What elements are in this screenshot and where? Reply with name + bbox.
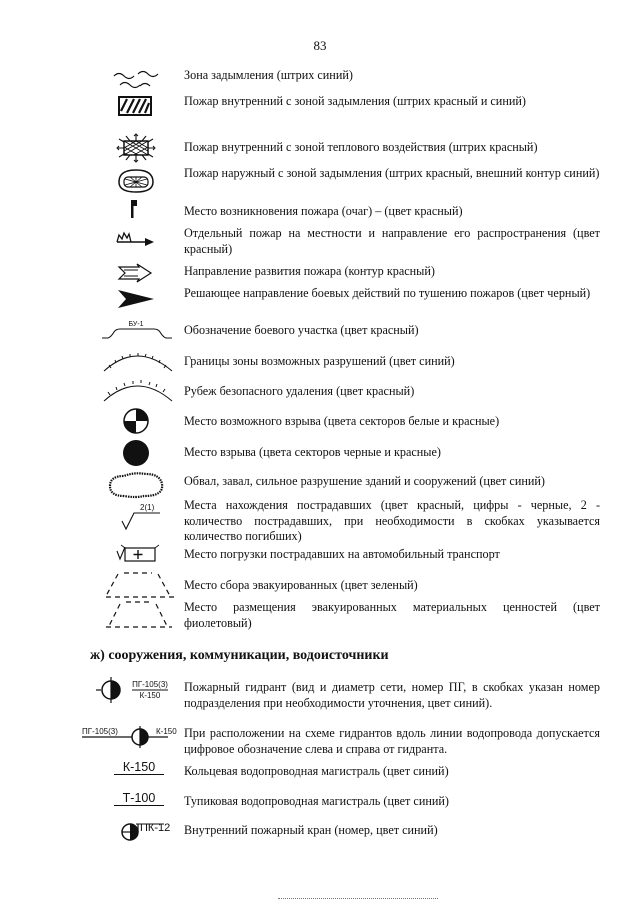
fire-origin-flag-icon xyxy=(100,198,182,224)
legend-text: Место погрузки пострадавших на автомобильный транспорт xyxy=(184,547,500,561)
hydrant-right-label: К-150 xyxy=(156,727,177,736)
fire-hydrant-icon xyxy=(100,676,182,716)
legend-text: Обвал, завал, сильное разрушение зданий и сооружений (цвет синий) xyxy=(184,474,545,488)
legend-text: Место возникновения пожара (очаг) – (цвет красный) xyxy=(184,204,463,218)
legend-text: Границы зоны возможных разрушений (цвет синий) xyxy=(184,354,455,368)
safe-distance-line-icon xyxy=(100,375,182,407)
hydrant-along-line-icon xyxy=(82,722,182,758)
victims-loading-icon xyxy=(100,542,182,570)
legend-item xyxy=(100,262,610,284)
legend-item xyxy=(100,198,610,224)
legend-item xyxy=(100,345,610,377)
legend-item xyxy=(100,598,610,634)
legend-text: При расположении на схеме гидрантов вдоль линии водопровода допускается цифровое обозначение слева и справа от гидранта. xyxy=(184,726,600,756)
smoke-zone-icon xyxy=(100,68,182,90)
internal-fire-smoke-icon xyxy=(100,94,182,128)
legend-item xyxy=(100,316,610,344)
legend-text: Места нахождения пострадавших (цвет красный, цифры - черные, 2 - количество пострадавших, при необходимости в скобках указывается количество погибших) xyxy=(184,498,600,543)
legend-text: Кольцевая водопроводная магистраль (цвет синий) xyxy=(184,764,449,778)
legend-text: Место сбора эвакуированных (цвет зеленый) xyxy=(184,578,418,592)
possible-explosion-icon xyxy=(100,406,182,438)
explosion-site-icon xyxy=(100,438,182,470)
separate-fire-arrow-icon xyxy=(100,226,182,258)
legend-item xyxy=(100,438,610,470)
decisive-direction-arrow-icon xyxy=(100,286,182,318)
legend-text: Направление развития пожара (контур красный) xyxy=(184,264,435,278)
legend-text: Решающее направление боевых действий по тушению пожаров (цвет черный) xyxy=(184,286,591,300)
legend-item xyxy=(100,497,610,545)
dead-end-main-label: Т-100 xyxy=(114,791,164,806)
internal-fire-heat-icon xyxy=(100,133,182,163)
combat-section-icon xyxy=(100,316,182,344)
legend-item xyxy=(82,722,610,758)
legend-text: Отдельный пожар на местности и направление его распространения (цвет красный) xyxy=(184,226,600,256)
combat-section-label: БУ-1 xyxy=(128,321,144,328)
legend-text: Пожар внутренний с зоной задымления (штрих красный и синий) xyxy=(184,94,526,108)
legend-text: Пожар внутренний с зоной теплового воздействия (штрих красный) xyxy=(184,140,538,154)
legend-item xyxy=(100,68,610,90)
legend-item xyxy=(100,286,610,318)
victims-location-icon xyxy=(100,497,182,545)
legend-item xyxy=(100,375,610,407)
hydrant-network-label: К-150 xyxy=(139,691,161,700)
legend-text: Тупиковая водопроводная магистраль (цвет синий) xyxy=(184,794,449,808)
legend-text: Место возможного взрыва (цвета секторов белые и красные) xyxy=(184,414,500,428)
legend-item xyxy=(100,676,610,716)
legend-item xyxy=(100,542,610,570)
legend-text: Пожарный гидрант (вид и диаметр сети, номер ПГ, в скобках указан номер подразделения при необходимости уточнения, цвет синий). xyxy=(184,680,600,710)
hydrant-number-label: ПГ-105(3) xyxy=(132,680,168,689)
legend-text: Место размещения эвакуированных материальных ценностей (цвет фиолетовый) xyxy=(184,600,600,630)
section-title: ж) сооружения, коммуникации, водоисточники xyxy=(90,648,389,663)
legend-text: Рубеж безопасного удаления (цвет красный) xyxy=(184,384,415,398)
legend-item xyxy=(100,791,610,817)
evacuated-assets-icon xyxy=(100,598,182,634)
legend-item xyxy=(100,94,610,128)
legend-text: Внутренний пожарный кран (номер, цвет синий) xyxy=(184,823,438,837)
hydrant-left-label: ПГ-105(3) xyxy=(82,727,118,736)
collapse-icon xyxy=(100,468,182,500)
legend-item xyxy=(100,818,610,848)
legend-text: Пожар наружный с зоной задымления (штрих красный, внешний контур синий) xyxy=(184,166,600,180)
fire-direction-arrow-icon xyxy=(100,262,182,284)
dead-end-water-main-icon xyxy=(100,791,182,817)
legend-item xyxy=(100,760,610,786)
legend-item xyxy=(100,166,610,198)
legend-text: Зона задымления (штрих синий) xyxy=(184,68,353,82)
legend-item xyxy=(100,226,610,258)
fire-tap-label: ПК-12 xyxy=(140,822,171,834)
ring-main-label: К-150 xyxy=(114,760,164,775)
internal-fire-tap-icon xyxy=(100,818,182,848)
legend-item xyxy=(100,406,610,438)
legend-text: Обозначение боевого участка (цвет красный) xyxy=(184,323,419,337)
legend-text: Место взрыва (цвета секторов черные и красные) xyxy=(184,445,441,459)
page-number: 83 xyxy=(313,38,327,53)
victims-count-label: 2(1) xyxy=(140,503,155,512)
legend-item xyxy=(100,468,610,500)
external-fire-smoke-icon xyxy=(100,166,182,198)
ring-water-main-icon xyxy=(100,760,182,786)
destruction-zone-boundary-icon xyxy=(100,345,182,377)
legend-item xyxy=(100,133,610,163)
bottom-divider xyxy=(278,898,438,899)
